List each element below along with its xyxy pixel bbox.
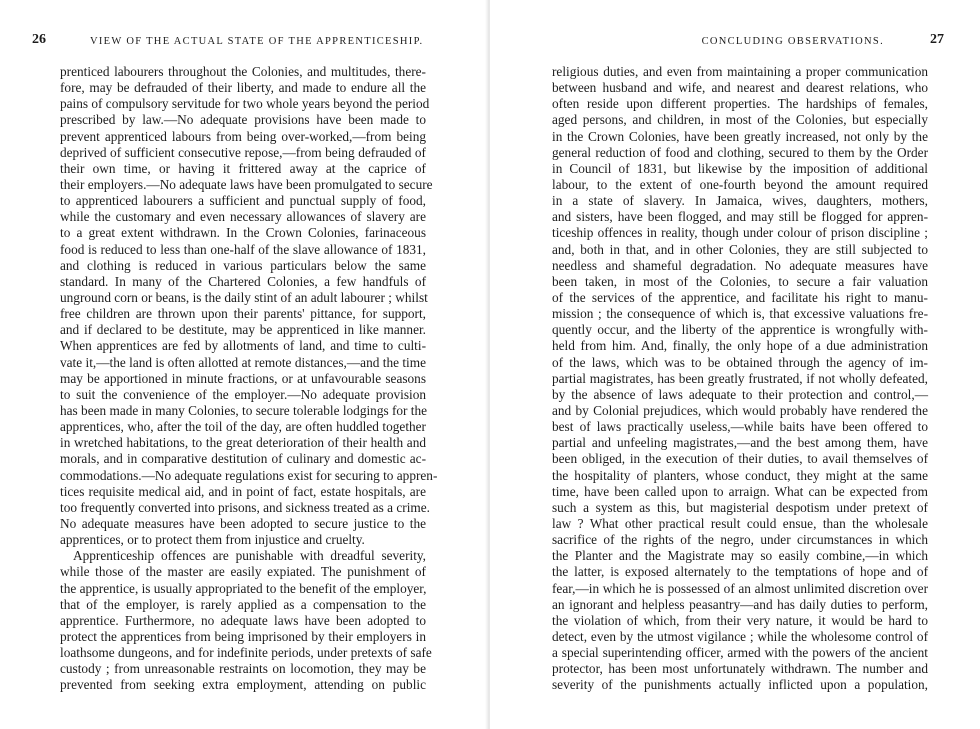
- text-line: partial and unfeeling magistrates,—and the best among them, have: [552, 435, 928, 451]
- text-line: that of the employer, is rarely applied as a compensation to the: [60, 596, 426, 612]
- text-line: by the absence of laws adequate to their protection and control,—: [552, 386, 928, 402]
- text-line: prevent apprenticed labours from being over-worked,—from being: [60, 128, 426, 144]
- text-line: between husband and wife, and nearest and dearest relations, who: [552, 80, 928, 96]
- left-running-title: VIEW OF THE ACTUAL STATE OF THE APPRENTICESHIP.: [90, 36, 424, 47]
- text-line: prevented from seeking extra employment, attending on public: [60, 677, 426, 693]
- left-page-body: [60, 64, 438, 693]
- text-line: detect, even by the utmost vigilance ; while the wholesome control of: [552, 628, 928, 644]
- left-running-head: [32, 32, 450, 51]
- text-line: to suit the convenience of the employer.—No adequate provision: [60, 386, 426, 402]
- text-line: fore, may be defrauded of their liberty, and made to endure all the: [60, 80, 426, 96]
- text-line: free children are thrown upon their parents' pittance, for support,: [60, 306, 426, 322]
- text-line: in a state of slavery. In Jamaica, wives, daughters, mothers,: [552, 193, 928, 209]
- text-line: too frequently converted into prisons, and sickness treated as a crime.: [60, 499, 430, 515]
- text-line: labour, to the extent of one-fourth beyond the amount required: [552, 176, 928, 192]
- text-line: protector, has been most unfortunately withdrawn. The number and: [552, 661, 928, 677]
- text-line: severity of the punishments actually inflicted upon a population,: [552, 677, 928, 693]
- text-line: When apprentices are fed by allotments of land, and time to culti-: [60, 338, 426, 354]
- text-line: held from him. And, finally, the only hope of a due administration: [552, 338, 928, 354]
- text-line: No adequate measures have been adopted to secure justice to the: [60, 515, 426, 531]
- text-line: a special superintending officer, armed with the powers of the ancient: [552, 645, 928, 661]
- text-line: general reduction of food and clothing, secured to them by the Order: [552, 144, 928, 160]
- text-line: their own time, or having it frittered away at the caprice of: [60, 160, 426, 176]
- text-line: food is reduced to less than one-half of the slave allowance of 1831,: [60, 241, 426, 257]
- text-line: aged persons, and children, in most of the Colonies, but especially: [552, 112, 928, 128]
- text-line: needless and shameful degradation. No adequate measures have: [552, 257, 928, 273]
- text-line: tices requisite medical aid, and in point of fact, estate hospitals, are: [60, 483, 426, 499]
- text-line: Apprenticeship offences are punishable with dreadful severity,: [73, 548, 426, 564]
- right-running-title: CONCLUDING OBSERVATIONS.: [701, 36, 884, 47]
- text-line: commodations.—No adequate regulations exist for securing to appren-: [60, 467, 438, 483]
- text-line: often reside upon different properties. The hardships of females,: [552, 96, 928, 112]
- text-line: prenticed labourers throughout the Colonies, and multitudes, there-: [60, 64, 426, 79]
- text-line: been taken, in most of the Colonies, to secure a fair valuation: [552, 273, 928, 289]
- text-line: standard. In many of the Chartered Colonies, a few handfuls of: [60, 273, 426, 289]
- text-line: religious duties, and even from maintaining a proper communication: [552, 64, 928, 79]
- text-line: to apprenticed labourers a sufficient and punctual supply of food,: [60, 193, 426, 209]
- text-line: loathsome dungeons, and for indefinite periods, under pretexts of safe: [60, 645, 432, 661]
- text-line: and clothing is reduced in various particulars below the same: [60, 257, 426, 273]
- text-line: of the laws, which was to be obtained through the agency of im-: [552, 354, 928, 370]
- text-line: ticeship offences in reality, though under colour of prison discipline ;: [552, 225, 928, 241]
- text-line: best of laws practically useless,—while baits have been offered to: [552, 419, 928, 435]
- text-line: while the customary and even necessary allowances of slavery are: [60, 209, 426, 225]
- text-line: deprived of sufficient consecutive repose,—from being defrauded of: [60, 144, 426, 160]
- right-page-body: [552, 64, 928, 693]
- text-line: in the Crown Colonies, have been greatly increased, not only by the: [552, 128, 928, 144]
- text-line: vate it,—the land is often allotted at remote distances,—and the time: [60, 354, 426, 370]
- text-line: the latter, is exposed alternately to the temptations of hope and of: [552, 564, 928, 580]
- text-line: unground corn or beans, is the daily stint of an adult labourer ; whilst: [60, 289, 428, 305]
- right-page: [490, 0, 980, 729]
- text-line: and sisters, have been flogged, and may still be flogged for appren-: [552, 209, 928, 225]
- text-line: an ignorant and helpless peasantry—and has daily duties to perform,: [552, 596, 928, 612]
- text-line: such a system as this, but magisterial despotism under pretext of: [552, 499, 928, 515]
- text-line: apprentices, who, after the toil of the day, are often huddled together: [60, 419, 426, 435]
- text-line: of the services of the apprentice, and facilitate his right to manu-: [552, 289, 928, 305]
- text-line: quently occur, and the liberty of the apprentice is wrongfully with-: [552, 322, 928, 338]
- text-line: in wretched habitations, to the great deterioration of their health and: [60, 435, 426, 451]
- text-line: their employers.—No adequate laws have been promulgated to secure: [60, 176, 433, 192]
- text-line: and, both in that, and in other Colonies, they are still subjected to: [552, 241, 928, 257]
- text-line: while those of the master are easily expiated. The punishment of: [60, 564, 426, 580]
- text-line: may be apportioned in minute fractions, or at unfavourable seasons: [60, 370, 426, 386]
- text-line: and by Colonial prejudices, which would probably have rendered the: [552, 402, 928, 418]
- text-line: the apprentice, is usually appropriated to the benefit of the employer,: [60, 580, 427, 596]
- text-line: morals, and in comparative destitution of culinary and domestic ac-: [60, 451, 426, 467]
- text-line: mission ; the consequence of which is, that excessive valuations fre-: [552, 306, 928, 322]
- text-line: the violation of which, from their very nature, it would be hard to: [552, 612, 928, 628]
- right-page-number: 27: [930, 32, 944, 47]
- text-line: pains of compulsory servitude for two whole years beyond the period: [60, 96, 430, 112]
- text-line: custody ; from unreasonable restraints on locomotion, they may be: [60, 661, 426, 677]
- text-line: apprentices, or to protect them from injustice and cruelty.: [60, 532, 365, 548]
- text-line: sacrifice of the rights of the negro, under circumstances in which: [552, 532, 928, 548]
- text-line: prescribed by law.—No adequate provisions have been made to: [60, 112, 426, 128]
- text-line: partial magistrates, has been greatly frustrated, if not wholly defeated,: [552, 370, 928, 386]
- text-line: been obliged, in the execution of their duties, to avail themselves of: [552, 451, 928, 467]
- text-line: time, have been called upon to arraign. What can be expected from: [552, 483, 928, 499]
- text-line: in Council of 1831, but likewise by the imposition of additional: [552, 160, 928, 176]
- text-line: the hospitality of planters, whose conduct, they might at the same: [552, 467, 928, 483]
- text-line: and if declared to be destitute, may be apprenticed in like manner.: [60, 322, 426, 338]
- text-line: fear,—in which he is possessed of an almost unlimited discretion over: [552, 580, 928, 596]
- text-line: law ? What other practical result could ensue, than the wholesale: [552, 515, 928, 531]
- text-line: protect the apprentices from being imprisoned by their employers in: [60, 628, 426, 644]
- text-line: apprentice. Furthermore, no adequate laws have been adopted to: [60, 612, 426, 628]
- text-line: to a great extent withdrawn. In the Crown Colonies, farinaceous: [60, 225, 426, 241]
- left-page: [0, 0, 488, 729]
- text-line: the Planter and the Magistrate may so easily combine,—in which: [552, 548, 928, 564]
- left-page-number: 26: [32, 32, 46, 47]
- text-line: has been made in many Colonies, to secure tolerable lodgings for the: [60, 402, 428, 418]
- right-running-head: [552, 32, 944, 51]
